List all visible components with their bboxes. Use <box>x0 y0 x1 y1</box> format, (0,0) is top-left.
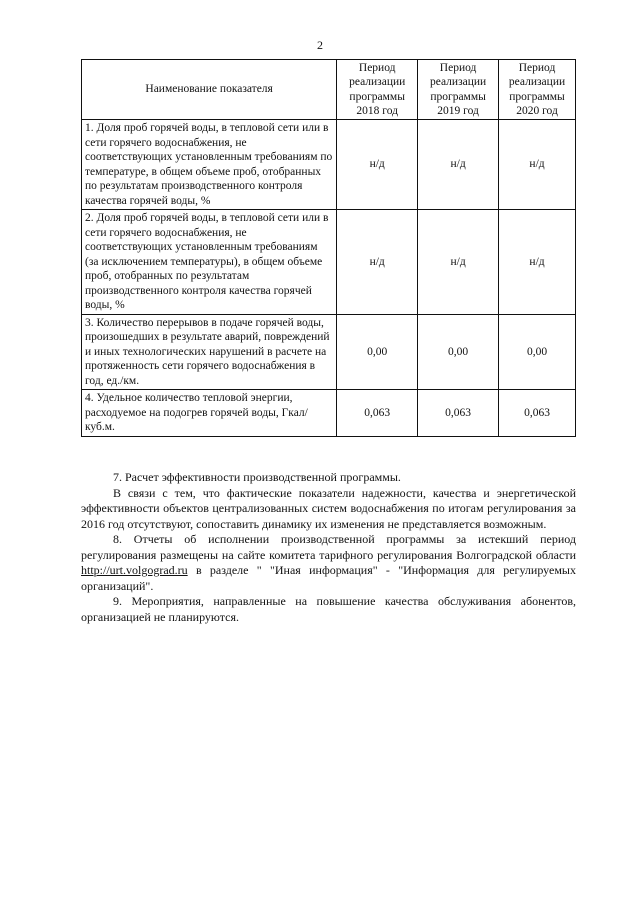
table-row <box>82 314 576 390</box>
value-2018: н/д <box>337 120 418 210</box>
value-2018: н/д <box>337 210 418 315</box>
header-indicator-name: Наименование показателя <box>82 60 337 120</box>
header-period-2019: Период реализации программы 2019 год <box>418 60 499 120</box>
indicator-name: 1. Доля проб горячей воды, в тепловой сети или в сети горячего водоснабжения, не соответствующих установленным требованиям по температуре, в общем объеме проб, отобранных по результатам производственного контроля качества горячей воды, % <box>82 120 337 210</box>
value-2020: 0,063 <box>499 390 576 437</box>
indicator-name: 4. Удельное количество тепловой энергии, расходуемое на подогрев горячей воды, Гкал/куб.м. <box>82 390 337 437</box>
section-8 <box>81 532 576 594</box>
table-row <box>82 210 576 315</box>
value-2020: н/д <box>499 120 576 210</box>
value-2019: н/д <box>418 120 499 210</box>
value-2019: 0,00 <box>418 314 499 390</box>
header-period-2018: Период реализации программы 2018 год <box>337 60 418 120</box>
website-link[interactable]: http://urt.volgograd.ru <box>81 563 188 577</box>
value-2020: 0,00 <box>499 314 576 390</box>
header-period-2020: Период реализации программы 2020 год <box>499 60 576 120</box>
value-2018: 0,063 <box>337 390 418 437</box>
table-row <box>82 120 576 210</box>
section-7-body: В связи с тем, что фактические показатели надежности, качества и энергетической эффективности объектов централизованных систем водоснабжения по итогам регулирования за 2016 год отсутствуют, сопоставить динамику их изменения не представляется возможным. <box>81 485 576 531</box>
value-2020: н/д <box>499 210 576 315</box>
indicator-name: 3. Количество перерывов в подаче горячей воды, произошедших в результате аварий, повреждений и иных технологических нарушений в расчете на протяженность сети горячего водоснабжения в год, ед./км. <box>82 314 337 390</box>
indicators-table <box>81 59 576 437</box>
section-8-text: 8. Отчеты об исполнении производственной программы за истекший период регулирования размещены на сайте комитета тарифного регулирования Волгоградской области <box>81 532 576 562</box>
value-2019: 0,063 <box>418 390 499 437</box>
table-header-row <box>82 60 576 120</box>
value-2018: 0,00 <box>337 314 418 390</box>
section-9: 9. Мероприятия, направленные на повышение качества обслуживания абонентов, организацией не планируются. <box>81 594 576 624</box>
document-body <box>81 470 576 625</box>
indicator-name: 2. Доля проб горячей воды, в тепловой сети или в сети горячего водоснабжения, не соответствующих установленным требованиям (за исключением температуры), в общем объеме проб, отобранных по результатам производственного контроля качества горячей воды, % <box>82 210 337 315</box>
section-7-title: 7. Расчет эффективности производственной программы. <box>113 470 401 484</box>
value-2019: н/д <box>418 210 499 315</box>
page-number: 2 <box>317 38 323 52</box>
table-row <box>82 390 576 437</box>
section-8-text-end: в разделе " "Иная информация" - "Информация для регулируемых организаций". <box>81 563 576 593</box>
